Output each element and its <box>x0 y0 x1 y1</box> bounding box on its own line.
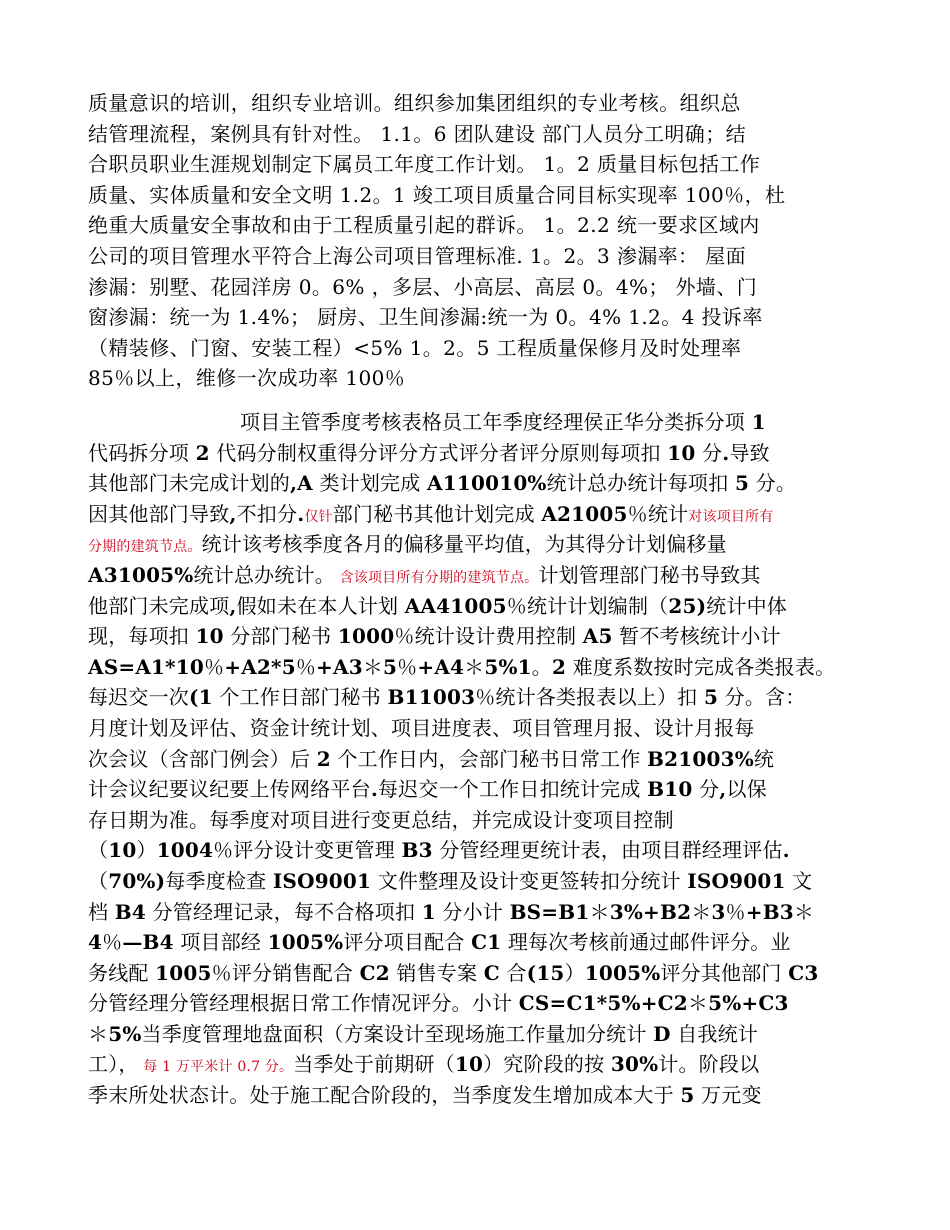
text-run: A31005% <box>88 562 194 587</box>
text-line <box>88 407 868 438</box>
text-run: 假如未在本人计划 <box>236 593 405 618</box>
text-run: B4 <box>114 899 146 924</box>
text-run: 务线配 <box>88 960 156 985</box>
text-run: 统计该考核季度各月的偏移量平均值，为其得分计划偏移量 <box>201 532 727 557</box>
text-line: 合职员职业生涯规划制定下属员工年度工作计划。 1。2 质量目标包括工作 <box>88 152 761 177</box>
text-run: 3%+B2 <box>609 899 692 924</box>
text-run: 难度系数按时完成各类报表。 <box>566 654 836 679</box>
text-run: 评分项目配合 <box>343 930 472 955</box>
text-run: ISO9001 <box>272 868 372 893</box>
red-annotation: 分期的建筑节点。 <box>88 539 202 556</box>
text-run: A5 <box>582 624 613 649</box>
text-run: , <box>229 501 237 526</box>
text-run: ）究阶段的按 <box>483 1052 611 1077</box>
text-run: ＊ <box>464 654 485 679</box>
text-run: 文件整理及设计变更签转扣分统计 <box>371 868 688 893</box>
text-run: 项目主管季度考核表格员工年季度经理侯正华分类拆分项 <box>240 410 752 434</box>
text-line <box>88 1049 868 1080</box>
text-run: 每迟交一次 <box>88 685 189 710</box>
text-run: 代码分制权重得分评分方式评分者评分原则每项扣 <box>209 440 668 465</box>
text-line: 结管理流程，案例具有针对性。 1.1。6 团队建设 部门人员分工明确；结 <box>88 121 747 146</box>
text-run: 5 <box>383 654 398 679</box>
text-run: 分 <box>692 777 720 802</box>
text-run: 个工作日内，会部门秘书日常工作 <box>330 746 648 771</box>
text-run: 5 <box>680 1083 695 1108</box>
text-run: 分部门秘书 <box>223 624 338 649</box>
text-run: C3 <box>788 960 819 985</box>
text-run: ％统计设计费用控制 <box>394 624 583 649</box>
text-run: 评分其他部门 <box>660 960 789 985</box>
text-run: ） <box>136 838 157 863</box>
text-run: 统 <box>753 746 775 771</box>
text-run: 类计划完成 <box>312 471 428 496</box>
text-run: ％ <box>725 899 746 924</box>
text-line <box>88 560 868 591</box>
text-run: 5 <box>703 685 719 710</box>
text-run: 文 <box>785 868 813 893</box>
text-run: (1 <box>189 685 213 710</box>
text-run: 25) <box>668 593 707 618</box>
text-line: 月度计划及评估、资金计统计划、项目进度表、项目管理月报、设计月报每 <box>88 715 755 740</box>
text-run: 5% <box>108 1021 142 1046</box>
text-line <box>88 988 868 1019</box>
text-run: 5 <box>735 471 750 496</box>
text-line: 存日期为准。每季度对项目进行变更总结，并完成设计变项目控制 <box>88 807 674 832</box>
red-annotation: 仅针 <box>304 508 333 525</box>
text-run: 4 <box>88 930 103 955</box>
text-run: C1 <box>471 930 502 955</box>
text-run: C <box>483 960 500 985</box>
text-run: 代码拆分项 <box>88 440 196 465</box>
text-run: . <box>370 777 378 802</box>
text-line: 公司的项目管理水平符合上海公司项目管理标准. 1。2。3 渗漏率： 屋面 <box>88 243 747 268</box>
text-line <box>88 897 868 928</box>
text-run: 1000 <box>337 624 395 649</box>
text-run: 其他部门未完成计划的 <box>88 471 290 496</box>
text-run: 30% <box>610 1052 659 1077</box>
text-run: 分。 <box>749 471 797 496</box>
text-run: （ <box>88 868 109 893</box>
text-run: ＊ <box>793 899 815 924</box>
text-run: 5%+C3 <box>708 991 789 1016</box>
text-run: +B3 <box>745 899 794 924</box>
text-run: 1005% <box>267 930 344 955</box>
text-line <box>88 744 868 775</box>
red-annotation: 对该项目所有 <box>688 508 774 525</box>
text-run: 10 <box>108 838 137 863</box>
text-line <box>88 927 868 958</box>
text-line <box>88 591 868 622</box>
text-run: 统计中体 <box>706 593 788 618</box>
text-line <box>88 774 868 805</box>
text-run: 季末所处状态计。处于施工配合阶段的，当季度发生增加成本大于 <box>88 1083 681 1108</box>
text-line <box>88 958 868 989</box>
text-run: ％ <box>102 930 123 955</box>
text-run: +A4 <box>417 654 465 679</box>
text-run: 分。含： <box>718 685 806 710</box>
text-run: 分小计 <box>435 899 510 924</box>
text-run: ％评分销售配合 <box>211 960 360 985</box>
text-run: . <box>782 838 790 863</box>
text-run: 计划管理部门秘书导致其 <box>538 562 761 587</box>
text-line: 质量意识的培训，组织专业培训。组织参加集团组织的专业考核。组织总 <box>88 91 741 115</box>
text-run: 万元变 <box>694 1083 762 1108</box>
paragraph-quality-targets <box>88 88 868 394</box>
text-run: ％统计计划编制（ <box>506 593 669 618</box>
text-run: ＊ <box>691 899 712 924</box>
text-run: 10 <box>454 1052 484 1077</box>
text-run: 10 <box>195 624 224 649</box>
text-run: A21005 <box>541 501 628 526</box>
text-run: , <box>229 593 237 618</box>
text-run: 每迟交一个工作日扣统计完成 <box>377 777 648 802</box>
text-run: 合 <box>499 960 527 985</box>
text-run: A110010% <box>427 471 547 496</box>
text-run: 项目部经 <box>173 930 268 955</box>
text-run: 2 <box>316 746 331 771</box>
text-run: 分管经理分管经理根据日常工作情况评分。小计 <box>88 991 519 1016</box>
text-line <box>88 499 868 530</box>
text-run: . <box>722 440 730 465</box>
text-run: AA41005 <box>404 593 507 618</box>
text-line: 质量、实体质量和安全文明 1.2。1 竣工项目质量合同目标实现率 100％，杜 <box>88 182 786 207</box>
text-run: —B4 <box>122 930 174 955</box>
text-run: 10 <box>667 440 696 465</box>
text-run: B11003 <box>387 685 476 710</box>
text-run: 1005 <box>155 960 212 985</box>
text-run: ＊ <box>362 654 384 679</box>
text-line <box>88 652 868 683</box>
text-run: 1005% <box>584 960 661 985</box>
text-run: 以保 <box>726 777 767 802</box>
text-run: 1 <box>421 899 436 924</box>
text-run: 70%) <box>108 868 166 893</box>
text-run: ,A <box>290 471 313 496</box>
text-run: 2 <box>195 440 210 465</box>
text-run: 。 <box>531 654 552 679</box>
text-run: 理每次考核前通过邮件评分。业 <box>501 930 791 955</box>
text-line <box>88 1080 868 1111</box>
text-run: +A3 <box>316 654 363 679</box>
text-run: +A2*5 <box>224 654 296 679</box>
text-line <box>88 621 868 652</box>
text-run: 1 <box>751 410 766 434</box>
text-run: ISO9001 <box>687 868 786 893</box>
text-run: 分管经理更统计表，由项目群经理评估 <box>432 838 783 863</box>
text-run: 3 <box>711 899 726 924</box>
text-run: 部门秘书其他计划完成 <box>332 501 542 526</box>
text-run: 个工作日部门秘书 <box>212 685 388 710</box>
text-line <box>88 682 868 713</box>
text-run: （ <box>88 838 109 863</box>
text-run: 分管经理记录，每不合格项扣 <box>146 899 422 924</box>
text-run: CS=C1*5%+C2 <box>518 991 688 1016</box>
text-line: 窗渗漏：统一为 1.4%； 厨房、卫生间渗漏:统一为 0。4% 1.2。4 投诉率 <box>88 305 763 330</box>
text-run: B21003% <box>647 746 754 771</box>
text-line <box>88 468 868 499</box>
text-run: 不扣分 <box>236 501 298 526</box>
text-run: 因其他部门导致 <box>88 501 230 526</box>
text-run: 当季处于前期研（ <box>293 1052 455 1077</box>
text-run: BS=B1 <box>509 899 590 924</box>
text-run: 次会议（含部门例会）后 <box>88 746 317 771</box>
text-line <box>88 438 868 469</box>
text-run: 导致 <box>729 440 770 465</box>
paragraph-assessment-table <box>88 407 868 1111</box>
text-line: （精装修、门窗、安装工程）<5% 1。2。5 工程质量保修月及时处理率 <box>88 335 742 360</box>
text-run: 计。阶段以 <box>658 1052 760 1077</box>
text-run: D <box>653 1021 671 1046</box>
text-run: ％评分设计变更管理 <box>213 838 402 863</box>
text-run: ％ <box>204 654 225 679</box>
text-run: . <box>297 501 305 526</box>
text-run: ％ <box>295 654 317 679</box>
text-run: 现，每项扣 <box>88 624 196 649</box>
text-run: ） <box>564 960 585 985</box>
text-run: 工）， <box>88 1052 139 1077</box>
text-run: , <box>719 777 727 802</box>
text-line <box>88 866 868 897</box>
text-run: ＊ <box>589 899 610 924</box>
text-line: 渗漏：别墅、花园洋房 0。6% ，多层、小高层、高层 0。4%； 外墙、门 <box>88 274 758 299</box>
text-line: 绝重大质量安全事故和由于工程质量引起的群诉。 1。2.2 统一要求区域内 <box>88 213 760 238</box>
text-line <box>88 835 868 866</box>
text-run: 每季度检查 <box>165 868 273 893</box>
text-run: 自我统计 <box>670 1021 758 1046</box>
text-run: 统计总办统计。 <box>193 562 335 587</box>
text-run: ＊ <box>88 1021 109 1046</box>
red-annotation: 含该项目所有分期的建筑节点。 <box>334 569 539 586</box>
text-run: 暂不考核统计小计 <box>612 624 781 649</box>
text-run: 销售专案 <box>389 960 484 985</box>
text-run: 分 <box>695 440 723 465</box>
text-run: ％ <box>397 654 418 679</box>
text-line <box>88 529 868 560</box>
text-run: B10 <box>647 777 693 802</box>
red-annotation: 每 1 万平米计 0.7 分。 <box>138 1059 294 1076</box>
text-run: ＊ <box>687 991 709 1016</box>
text-run: 5%1 <box>484 654 532 679</box>
text-run: (15 <box>526 960 565 985</box>
text-line <box>88 1019 868 1050</box>
text-run: 统计总办统计每项扣 <box>546 471 735 496</box>
text-run: ％统计 <box>627 501 689 526</box>
text-run: 他部门未完成项 <box>88 593 230 618</box>
text-run: 1004 <box>156 838 214 863</box>
text-run: ％统计各类报表以上）扣 <box>475 685 704 710</box>
text-run: AS=A1*10 <box>88 654 205 679</box>
text-run: 2 <box>552 654 567 679</box>
text-run: C2 <box>359 960 390 985</box>
text-run: 档 <box>88 899 115 924</box>
text-run: B3 <box>401 838 433 863</box>
text-line: 85％以上，维修一次成功率 100％ <box>88 366 406 391</box>
text-run: 当季度管理地盘面积（方案设计至现场施工作量加分统计 <box>141 1021 654 1046</box>
text-run: 计会议纪要议纪要上传网络平台 <box>88 777 371 802</box>
